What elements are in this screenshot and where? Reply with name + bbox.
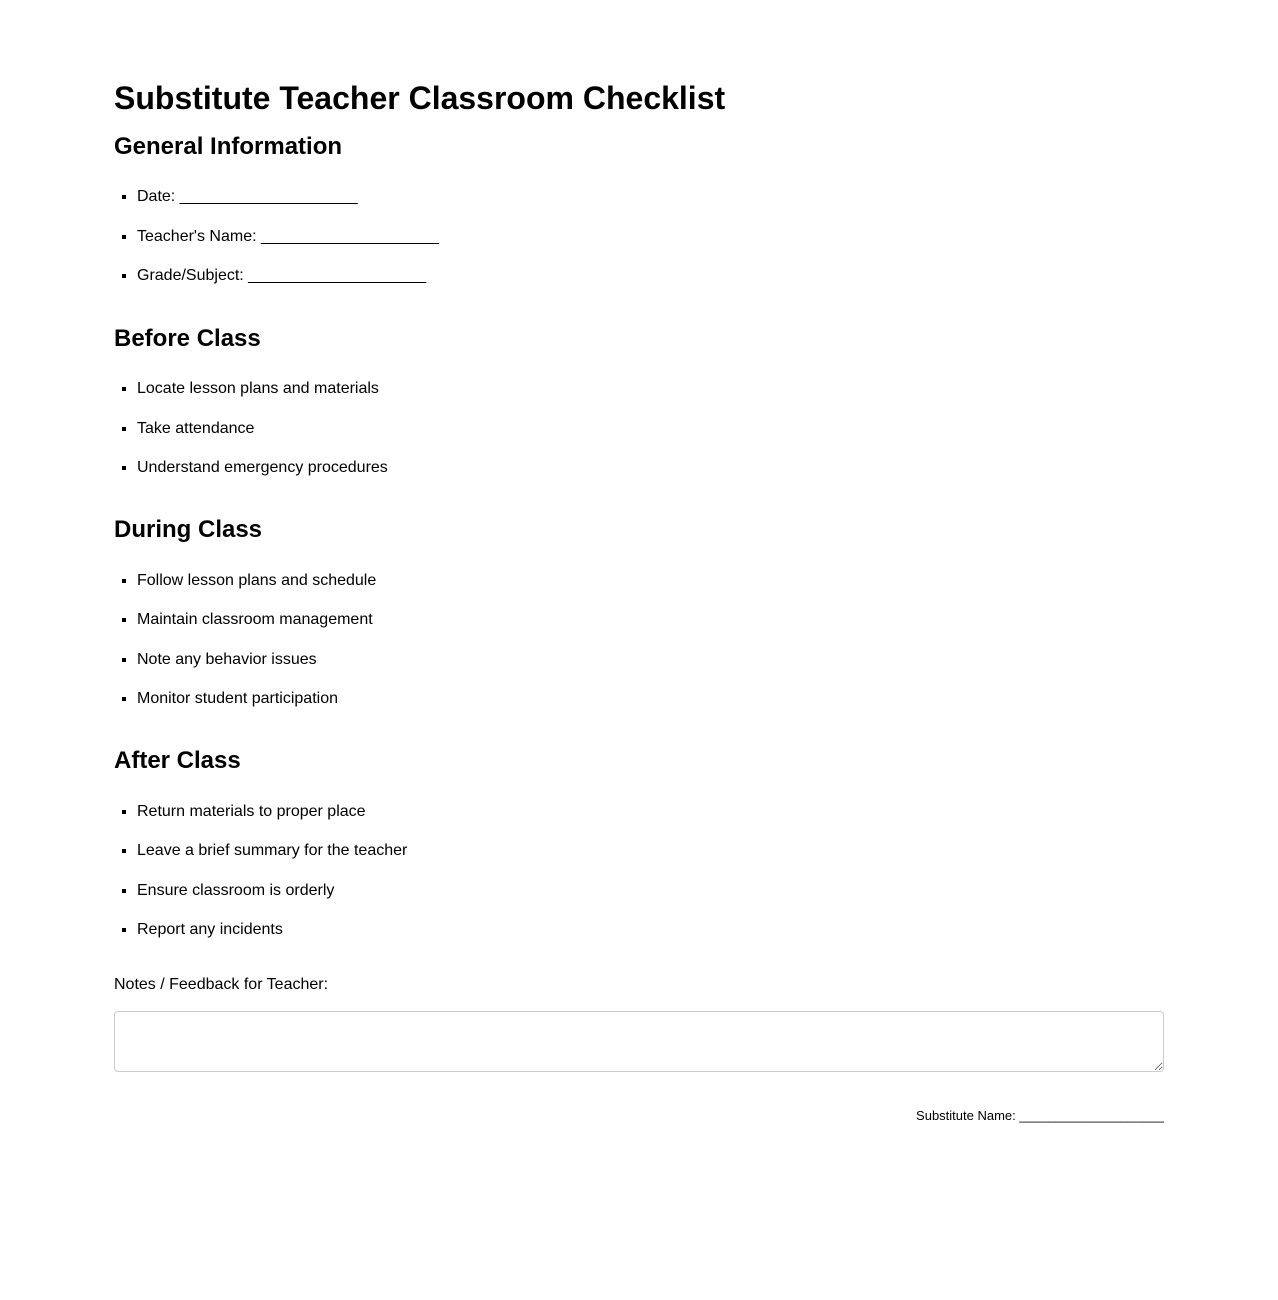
checklist-item: ▪ Report any incidents bbox=[137, 921, 1164, 939]
section-heading-before-class: Before Class bbox=[114, 324, 261, 352]
checklist-item: ▪ Maintain classroom management bbox=[137, 611, 1164, 629]
checklist-after-class bbox=[114, 803, 1164, 940]
section-after-class bbox=[114, 747, 1164, 939]
checklist-during-class bbox=[114, 572, 1164, 709]
section-heading-during-class: During Class bbox=[114, 516, 263, 544]
section-heading-general-information: General Information bbox=[114, 132, 343, 160]
signature-blank-line: ____________________ bbox=[1019, 1108, 1164, 1124]
page-title: Substitute Teacher Classroom Checklist bbox=[114, 80, 726, 116]
section-before-class bbox=[114, 325, 1164, 478]
checklist-item: ▪ Monitor student participation bbox=[137, 690, 1164, 708]
checklist-item: ▪ Note any behavior issues bbox=[137, 651, 1164, 669]
section-general-information bbox=[114, 133, 1164, 286]
checklist-item-date: ▪ Date: ____________________ bbox=[137, 188, 1164, 206]
checklist-item: ▪ Return materials to proper place bbox=[137, 803, 1164, 821]
notes-textarea[interactable] bbox=[114, 1011, 1164, 1072]
checklist-general-information bbox=[114, 188, 1164, 285]
checklist-item: ▪ Leave a brief summary for the teacher bbox=[137, 842, 1164, 860]
checklist-item: ▪ Locate lesson plans and materials bbox=[137, 380, 1164, 398]
checklist-item: ▪ Take attendance bbox=[137, 420, 1164, 438]
checklist-item-teachers-name: ▪ Teacher's Name: ____________________ bbox=[137, 228, 1164, 246]
signature-label: Substitute Name: bbox=[916, 1108, 1016, 1124]
checklist-before-class bbox=[114, 380, 1164, 477]
notes-label: Notes / Feedback for Teacher: bbox=[114, 975, 329, 993]
section-during-class bbox=[114, 516, 1164, 708]
checklist-item: ▪ Understand emergency procedures bbox=[137, 459, 1164, 477]
checklist-item: ▪ Ensure classroom is orderly bbox=[137, 882, 1164, 900]
page bbox=[114, 0, 1164, 1299]
checklist-item-grade-subject: ▪ Grade/Subject: ____________________ bbox=[137, 267, 1164, 285]
signature-row bbox=[114, 1109, 1164, 1124]
section-heading-after-class: After Class bbox=[114, 747, 241, 775]
checklist-item: ▪ Follow lesson plans and schedule bbox=[137, 572, 1164, 590]
